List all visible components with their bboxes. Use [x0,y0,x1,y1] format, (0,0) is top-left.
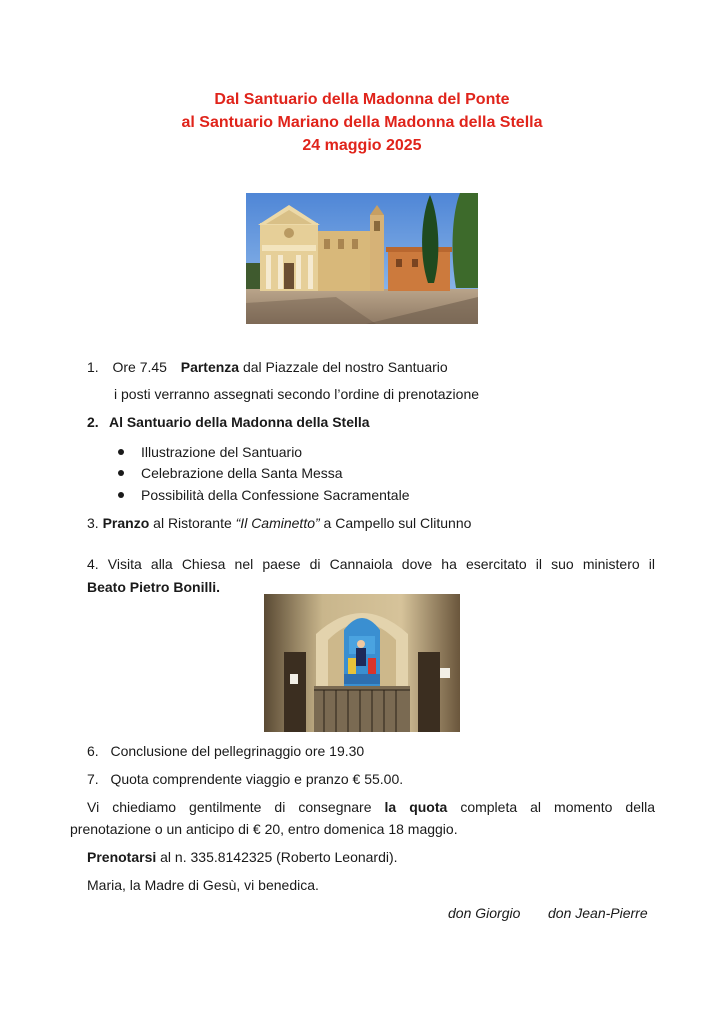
departure-time: Ore 7.45 [112,359,167,375]
title-line-1: Dal Santuario della Madonna del Ponte [214,91,510,108]
booking-contact [87,848,398,866]
conclusion-text: Conclusione del pellegrinaggio ore 19.30 [110,743,365,759]
program-item-7 [87,770,403,788]
program-item-3: 3. Pranzo al Ristorante “Il Caminetto” a Campello sul Clitunno [87,515,472,531]
item-number: 3. [87,515,99,531]
seat-assignment-note: i posti verranno assegnati secondo l’ordine di prenotazione [114,386,480,402]
beato-name: Beato Pietro Bonilli. [87,579,221,595]
list-item: Illustrazione del Santuario [141,443,302,461]
quota-paragraph-line-2: prenotazione o un anticipo di € 20, entro domenica 18 maggio. [70,821,458,837]
program-item-6 [87,742,364,760]
program-item-1 [87,358,448,376]
booking-phone: al n. 335.8142325 (Roberto Leonardi). [156,849,398,865]
signature-don-giorgio: don Giorgio [448,905,521,921]
price-text: Quota comprendente viaggio e pranzo € 55.00. [110,771,404,787]
blessing-text: Maria, la Madre di Gesù, vi benedica. [87,877,319,893]
title-line-2: al Santuario Mariano della Madonna della Stella [181,114,543,131]
restaurant-name: “Il Caminetto” [235,515,320,531]
departure-label: Partenza [180,359,240,375]
sanctuary-exterior-photo [246,193,478,324]
item-number: 2. [87,414,99,430]
signature-don-jean-pierre: don Jean-Pierre [548,905,648,921]
program-item-4: 4. Visita alla Chiesa nel paese di Cannaiola dove ha esercitato il suo ministero il [87,556,655,572]
page-title [0,88,724,157]
list-item: Celebrazione della Santa Messa [141,464,343,482]
departure-location: dal Piazzale del nostro Santuario [239,359,448,375]
title-date: 24 maggio 2025 [302,137,422,154]
stella-sanctuary-heading: Al Santuario della Madonna della Stella [108,414,370,430]
bullet-icon [118,449,124,455]
church-interior-photo [264,594,460,732]
item-number: 6. [87,743,99,759]
item-number: 1. [87,359,99,375]
quota-label: la quota [384,799,448,815]
bullet-icon [118,470,124,476]
booking-label: Prenotarsi [87,849,157,865]
lunch-label: Pranzo [102,515,150,531]
item-number: 7. [87,771,99,787]
quota-paragraph-line-1: Vi chiediamo gentilmente di consegnare la quota completa al momento della [87,799,655,815]
bullet-icon [118,492,124,498]
list-item: Possibilità della Confessione Sacramentale [141,486,409,504]
program-item-2 [87,413,370,431]
